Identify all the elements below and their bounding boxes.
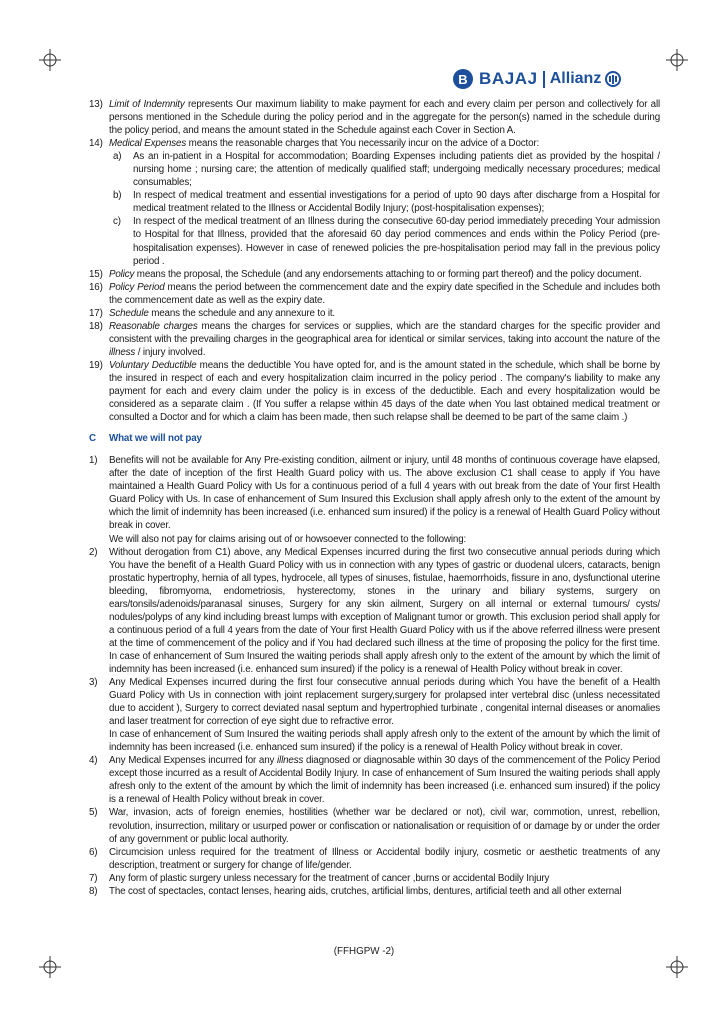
item-number: 19) <box>89 359 103 371</box>
term: Limit of Indemnity <box>109 99 185 110</box>
sub-item-label: a) <box>113 151 122 163</box>
exclusion-2 <box>89 546 660 676</box>
term: Policy Period <box>109 281 165 293</box>
definition-15 <box>89 268 660 281</box>
definition-text: / injury involved. <box>135 346 206 358</box>
definition-text: means the reasonable charges that You necessarily incur on the advice of a Doctor: <box>186 138 540 150</box>
item-text <box>109 268 660 281</box>
definition-text: means the charges for services or supplies, which are the standard charges for the specific provider and consistent with the prevailing charges in the geographical area for identical or similar services, taking into account the nature of the <box>109 320 660 345</box>
item-number: 5) <box>89 807 98 819</box>
exclusion-1 <box>89 454 660 545</box>
definition-16 <box>89 281 660 307</box>
item-number: 16) <box>89 281 103 293</box>
exclusion-text: We will also not pay for claims arising out of or howsoever connected to the following: <box>109 533 467 545</box>
registration-mark-top-right <box>666 49 688 71</box>
section-title: What we will not pay <box>109 433 202 445</box>
emphasis: illness <box>109 346 136 358</box>
item-number: 6) <box>89 846 98 858</box>
item-number: 15) <box>89 268 103 280</box>
definition-13 <box>89 98 660 137</box>
item-text <box>109 137 660 267</box>
item-text <box>109 754 660 806</box>
definition-text: means the period between the commencement date and the expiry date specified in the Schedule and includes both the commencement date as well as the expiry date. <box>109 281 660 306</box>
exclusion-text: War, invasion, acts of foreign enemies, hostilities (whether war be declared or not), civil war, commotion, unrest, rebellion, revolution, insurrection, military or usurped power or confiscation or nationalisation or requisition of or damage by or under the order of any government or public local authority. <box>109 807 660 845</box>
definition-19 <box>89 359 660 424</box>
exclusion-text: Any Medical Expenses incurred for any <box>109 755 278 767</box>
definition-text: means the proposal, the Schedule (and any endorsements attaching to or forming part thereof) and the policy document. <box>134 268 642 280</box>
section-letter: C <box>89 433 96 445</box>
exclusion-5 <box>89 806 660 845</box>
term: Reasonable charges <box>109 320 198 332</box>
definition-text: means the deductible You have opted for, and is the amount stated in the schedule, which shall be borne by the insured in respect of each and every hospitalization claim incurred in the policy period . The company's liability to make any payment for each and every claim under the policy is in excess of the deductible. Each and every hospitalization would be considered as a separate claim . (If You suffer a relapse within 45 days of the date when You last obtained medical treatment or consulted a Doctor and for which a claim has been made, then such relapse shall be deemed to be part of the same claim .) <box>109 359 661 424</box>
exclusion-text: In case of enhancement of Sum Insured the waiting periods shall apply afresh only to the extent of the amount by which the limit of indemnity has been increased (i.e. enhanced sum insured) if the policy is a renewal of Health Policy without break in cover. <box>109 729 660 754</box>
emphasis: illness <box>277 755 304 767</box>
sub-item-text: In respect of medical treatment and essential investigations for a period of upto 90 days after discharge from a Hospital for medical treatment related to the Illness or Accidental Bodily Injury; (post-hospitalisation expenses); <box>133 190 660 215</box>
item-number: 17) <box>89 307 103 319</box>
item-number: 18) <box>89 320 103 332</box>
exclusion-4 <box>89 754 660 806</box>
registration-mark-top-left <box>39 49 61 71</box>
logo-divider <box>543 71 545 88</box>
definition-text: represents Our maximum liability to make payment for each and every claim per person and collectively for all persons mentioned in the Schedule during the policy period and in the aggregate for the person(s) named in the schedule during the policy period, and means the amount stated in the Schedule against each Cover in Section A. <box>109 99 660 137</box>
section-heading <box>89 432 660 445</box>
sub-item-text: As an in-patient in a Hospital for accommodation; Boarding Expenses including patients diet as provided by the hospital / nursing home ; nursing care; the attention of medically qualified staff; undergoing medically necessary procedures; medical consumables; <box>133 151 660 189</box>
definition-17 <box>89 307 660 320</box>
sub-item-a <box>109 150 660 189</box>
exclusion-7 <box>89 872 660 885</box>
item-number: 4) <box>89 755 98 767</box>
item-text <box>109 281 660 307</box>
item-number: 1) <box>89 455 98 467</box>
definition-text: means the schedule and any annexure to it. <box>148 307 336 319</box>
exclusion-text: Any Medical Expenses incurred during the first four consecutive annual periods during which You have the benefit of a Health Guard Policy with Us in connection with joint replacement surgery,surgery for prolapsed inter vertebral disc (unless necessitated due to accident ), Surgery to correct deviated nasal septum and hypertrophied turbinate , congenital internal diseases or anomalies and laser treatment for correction of eye sight due to refractive error. <box>109 677 660 728</box>
logo-bajaj-text: BAJAJ <box>479 69 538 88</box>
item-text <box>109 307 660 320</box>
item-text <box>109 676 660 754</box>
exclusion-text: Without derogation from C1) above, any Medical Expenses incurred during the first two consecutive annual periods during which You have the benefit of a Health Guard Policy with us in connection with any types of gastric or duodenal ulcers, cataracts, benign prostatic hypertrophy, hernia of all types, hydrocele, all types of sinuses, fistulae, haemorrhoids, fissure in ano, dysfunctional uterine bleeding, fibromyoma, endometriosis, hysterectomy, stones in the urinary and biliary systems, surgery on ears/tonsils/adenoids/paranasal sinuses, Surgery for any skin ailment, Surgery on all internal or external tumours/ cysts/ nodules/polyps of any kind including breast lumps with exception of Malignant tumor or growth. This exclusion period shall apply for a continuous period of a full 4 years from the date of Your first Health Guard Policy with us if the above referred illness were present at the time of commencement of the policy and if You had declared such illness at the time of proposing the policy for the first time. In case of enhancement of Sum Insured the waiting periods shall apply afresh only to the extent of the amount by which the limit of indemnity has been increased (i.e. enhanced sum insured) if the policy is a renewal of Health Policy without break in cover. <box>109 546 660 675</box>
sub-item-c <box>109 215 660 267</box>
item-number: 13) <box>89 99 103 110</box>
exclusion-text: Circumcision unless required for the treatment of Illness or Accidental bodily injury, cosmetic or aesthetic treatments of any description, treatment or surgery for change of life/gender. <box>109 846 660 871</box>
registration-mark-bottom-right <box>666 956 688 978</box>
item-number: 14) <box>89 138 103 150</box>
item-text <box>109 98 660 137</box>
item-number: 7) <box>89 872 98 884</box>
bajaj-allianz-logo <box>453 66 621 92</box>
exclusion-text: The cost of spectacles, contact lenses, hearing aids, crutches, artificial limbs, dentures, artificial teeth and all other external <box>109 885 622 897</box>
bajaj-b-icon: B <box>453 69 473 89</box>
sub-item-label: c) <box>113 216 121 228</box>
exclusion-text: Any form of plastic surgery unless necessary for the treatment of cancer ,burns or accidental Bodily Injury <box>109 872 550 884</box>
registration-mark-bottom-left <box>39 956 61 978</box>
exclusion-text: diagnosed or diagnosable within 30 days of the commencement of the Policy Period except those incurred as a result of Accidental Bodily Injury. In case of enhancement of Sum Insured the waiting periods shall apply afresh only to the extent of the amount by which the limit of indemnity has been increased (i.e. enhanced sum insured) if the policy is a renewal of Health Policy without break in cover. <box>109 755 660 806</box>
exclusion-3 <box>89 676 660 754</box>
item-number: 3) <box>89 677 98 689</box>
term: Voluntary Deductible <box>109 359 197 371</box>
definition-14 <box>89 137 660 267</box>
allianz-eagle-icon <box>605 71 621 87</box>
item-text <box>109 359 660 424</box>
term: Medical Expenses <box>109 138 187 150</box>
exclusion-8 <box>89 885 660 898</box>
page-footer: (FFHGPW -2) <box>333 946 395 957</box>
logo-allianz-text: Allianz <box>549 70 602 87</box>
exclusion-6 <box>89 846 660 872</box>
exclusion-text: Benefits will not be available for Any Pre-existing condition, ailment or injury, until 48 months of continuous coverage have elapsed, after the date of inception of the first Health Guard policy with us. The above exclusion C1 shall cease to apply if You have maintained a Health Guard Policy with Us for a continuous period of a full 4 years with out break from the date of Your first Health Guard Policy with Us. In case of enhancement of Sum Insured this Exclusion shall apply afresh only to the extent of the amount by which the limit of indemnity has been increased (i.e. enhanced sum insured) if the policy is a renewal of Health Guard Policy without break in cover. <box>109 455 660 532</box>
policy-document-body <box>89 98 660 898</box>
sub-item-b <box>109 189 660 215</box>
definition-18 <box>89 320 660 359</box>
term: Schedule <box>109 307 149 319</box>
item-number: 2) <box>89 546 98 558</box>
item-text <box>109 320 660 359</box>
item-number: 8) <box>89 885 98 897</box>
sub-item-label: b) <box>113 190 122 202</box>
item-text <box>109 454 660 545</box>
sub-item-text: In respect of the medical treatment of an Illness during the consecutive 60-day period immediately preceding Your admission to Hospital for that Illness, provided that the aforesaid 60 day period commences and ends within the Policy Period (pre-hospitalisation expenses). However in case of renewed policies the pre-hospitalisation period may fall in the previous policy period . <box>133 216 660 267</box>
term: Policy <box>109 268 135 280</box>
